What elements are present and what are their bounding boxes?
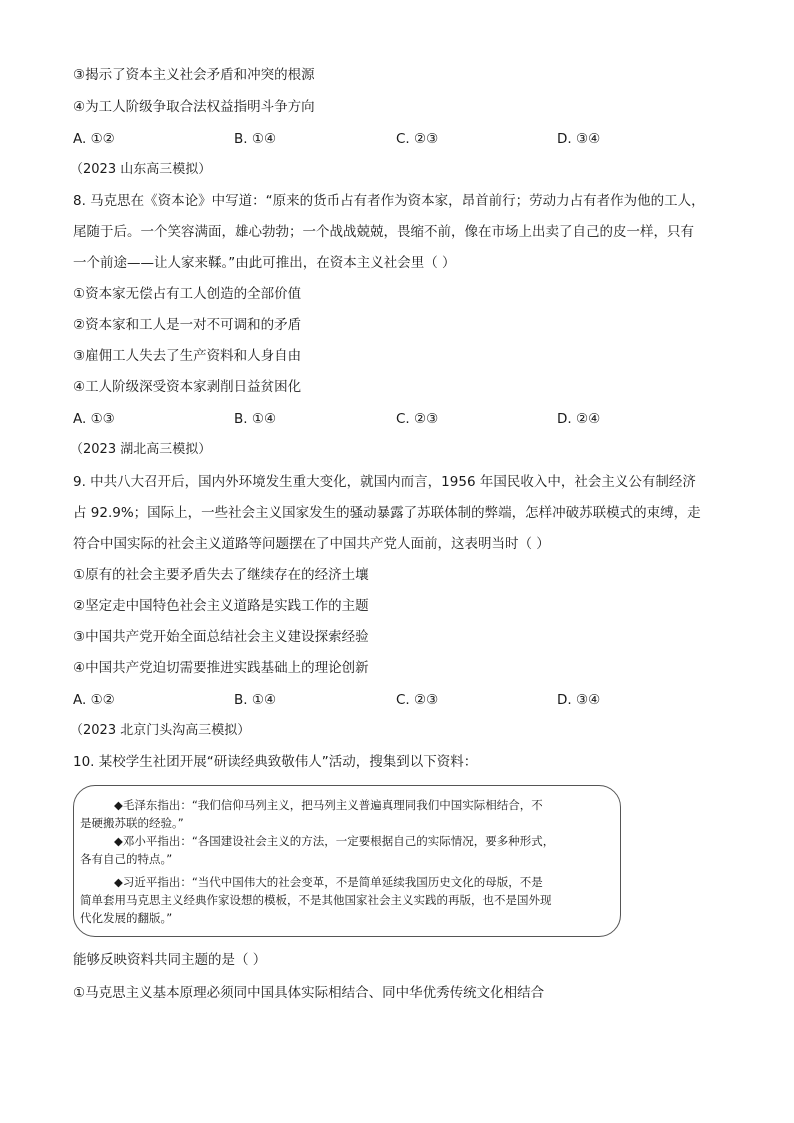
q9-stem-line-1: 9. 中共八大召开后，国内外环境发生重大变化，就国内而言，1956 年国民收入中，社会主义公有制经济 xyxy=(73,474,696,490)
q9-statement-2: ②坚定走中国特色社会主义道路是实践工作的主题 xyxy=(73,598,369,614)
quote-line: ◆毛泽东指出：“我们信仰马列主义，把马列主义普遍真理同我们中国实际相结合，不 xyxy=(114,798,543,812)
q8-statement-4: ④工人阶级深受资本家剥削日益贫困化 xyxy=(73,379,302,395)
q7-option-b: B. ①④ xyxy=(234,131,277,147)
quote-line: 是硬搬苏联的经验。” xyxy=(80,816,184,830)
quote-line: ◆习近平指出：“当代中国伟大的社会变革，不是简单延续我国历史文化的母版，不是 xyxy=(114,875,543,889)
q8-option-a: A. ①③ xyxy=(73,411,115,427)
q9-statement-3: ③中国共产党开始全面总结社会主义建设探索经验 xyxy=(73,629,369,645)
quote-line: ◆邓小平指出：“各国建设社会主义的方法，一定要根据自己的实际情况，要多种形式， xyxy=(114,834,555,848)
q9-option-d: D. ③④ xyxy=(557,692,601,708)
q9-statement-4: ④中国共产党迫切需要推进实践基础上的理论创新 xyxy=(73,660,369,676)
q8-source: （2023 山东高三模拟） xyxy=(70,162,212,177)
q9-option-a: A. ①② xyxy=(73,692,115,708)
quote-line: 代化发展的翻版。” xyxy=(80,911,173,925)
q9-option-c: C. ②③ xyxy=(396,692,439,708)
q9-statement-1: ①原有的社会主要矛盾失去了继续存在的经济土壤 xyxy=(73,567,369,583)
q8-stem-line-2: 尾随于后。一个笑容满面，雄心勃勃；一个战战兢兢，畏缩不前，像在市场上出卖了自己的皮一样，只有 xyxy=(73,224,694,240)
q7-option-a: A. ①② xyxy=(73,131,115,147)
q8-statement-2: ②资本家和工人是一对不可调和的矛盾 xyxy=(73,317,302,333)
quote-line: 简单套用马克思主义经典作家设想的模板，不是其他国家社会主义实践的再版，也不是国外现 xyxy=(80,893,552,907)
q9-stem-line-3: 符合中国实际的社会主义道路等问题摆在了中国共产党人面前，这表明当时（ ） xyxy=(73,536,550,552)
q9-stem-line-2: 占 92.9%；国际上，一些社会主义国家发生的骚动暴露了苏联体制的弊端，怎样冲破苏联模式的束缚，走 xyxy=(73,505,701,521)
q8-stem-line-1: 8. 马克思在《资本论》中写道：“原来的货币占有者作为资本家，昂首前行；劳动力占有者作为他的工人， xyxy=(73,193,705,209)
q8-stem-line-3: 一个前途——让人家来鞣。”由此可推出，在资本主义社会里（ ） xyxy=(73,255,456,271)
q7-statement-4: ④为工人阶级争取合法权益指明斗争方向 xyxy=(73,99,315,115)
q7-option-c: C. ②③ xyxy=(396,131,439,147)
q8-option-b: B. ①④ xyxy=(234,411,277,427)
q7-statement-3: ③揭示了资本主义社会矛盾和冲突的根源 xyxy=(73,67,315,83)
q10-source: （2023 北京门头沟高三模拟） xyxy=(70,723,251,738)
quote-line: 各有自己的特点。” xyxy=(80,852,173,866)
q7-option-d: D. ③④ xyxy=(557,131,601,147)
q10-question: 能够反映资料共同主题的是（ ） xyxy=(73,952,267,968)
q9-source: （2023 湖北高三模拟） xyxy=(70,442,212,457)
q10-stem-line-1: 10. 某校学生社团开展“研读经典致敬伟人”活动，搜集到以下资料： xyxy=(73,754,478,770)
quote-box xyxy=(73,785,621,937)
q8-statement-3: ③雇佣工人失去了生产资料和人身自由 xyxy=(73,348,302,364)
q8-option-d: D. ②④ xyxy=(557,411,601,427)
q9-option-b: B. ①④ xyxy=(234,692,277,708)
q8-statement-1: ①资本家无偿占有工人创造的全部价值 xyxy=(73,286,302,302)
q8-option-c: C. ②③ xyxy=(396,411,439,427)
q10-statement-1: ①马克思主义基本原理必须同中国具体实际相结合、同中华优秀传统文化相结合 xyxy=(73,985,545,1001)
